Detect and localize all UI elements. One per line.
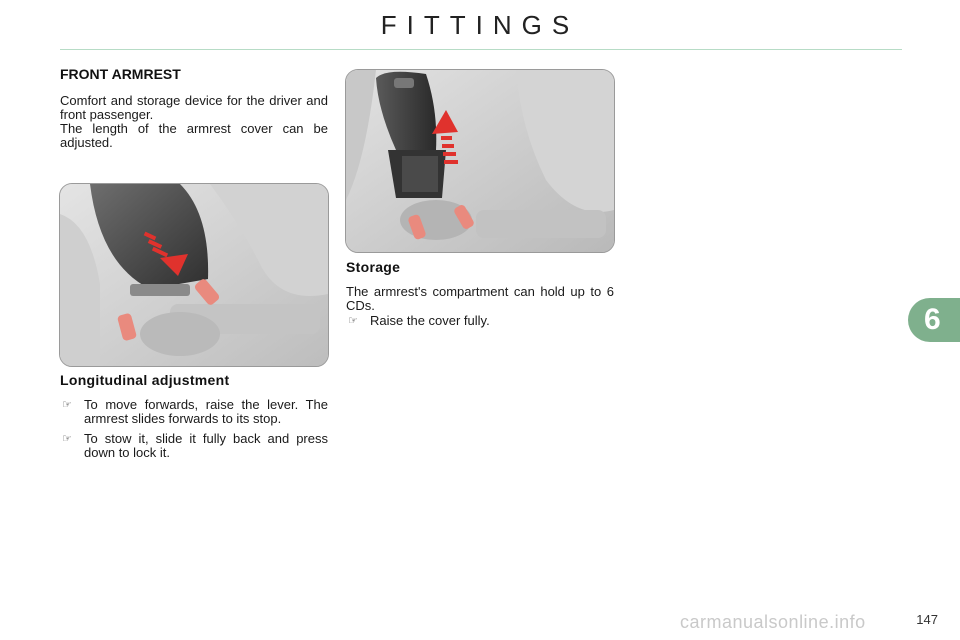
pointing-hand-icon: ☞: [62, 432, 72, 445]
longitudinal-adjustment-heading: Longitudinal adjustment: [60, 372, 230, 388]
pointing-hand-icon: ☞: [348, 314, 358, 327]
storage-heading: Storage: [346, 259, 401, 275]
armrest-adjustment-photo: [59, 183, 329, 367]
section-heading: FRONT ARMREST: [60, 66, 181, 82]
watermark: carmanualsonline.info: [680, 612, 866, 632]
storage-instructions: [346, 314, 614, 334]
chapter-tab: [908, 298, 960, 342]
title-rule: [60, 49, 902, 50]
pointing-hand-icon: ☞: [62, 398, 72, 411]
armrest-storage-photo: [345, 69, 615, 253]
storage-paragraph: The armrest's compartment can hold up to 6 CDs.: [346, 284, 614, 313]
page-number: 147: [916, 612, 938, 627]
list-item: ☞ To move forwards, raise the lever. The armrest slides forwards to its stop.: [62, 397, 328, 426]
adjustment-instructions: [60, 398, 328, 466]
list-item: ☞ To stow it, slide it fully back and press down to lock it.: [62, 431, 328, 460]
list-item: ☞ Raise the cover fully.: [348, 313, 490, 328]
intro-paragraph-1: Comfort and storage device for the driver and front passenger.: [60, 93, 328, 122]
intro-paragraph-2: The length of the armrest cover can be adjusted.: [60, 121, 328, 150]
page-title: FITTINGS: [380, 10, 580, 40]
chapter-number: 6: [924, 303, 941, 336]
